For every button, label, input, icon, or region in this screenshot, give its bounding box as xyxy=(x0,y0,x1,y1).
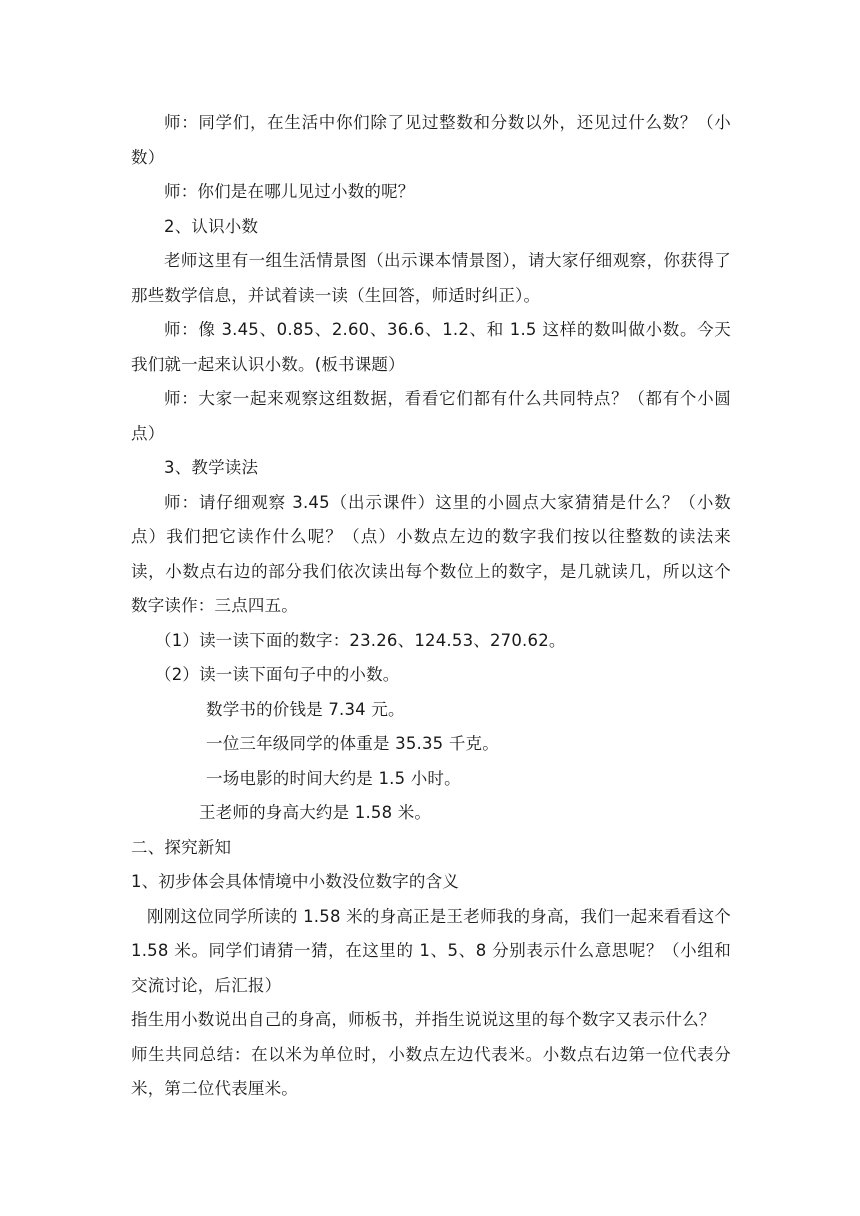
sentence-movie-time: 一场电影的时间大约是 1.5 小时。 xyxy=(206,768,461,788)
exercise-read-numbers: （1）读一读下面的数字：23.26、124.53、270.62。 xyxy=(155,630,566,650)
paragraph-height-digits: 刚刚这位同学所读的 1.58 米的身高正是王老师我的身高，我们一起来看看这个 1.58 米。同学们请猜一猜，在这里的 1、5、8 分别表示什么意思呢？（小组和交流讨论，后汇报） xyxy=(131,906,731,995)
document-body xyxy=(131,106,731,1107)
paragraph-student-height: 指生用小数说出自己的身高，师板书，并指生说说这里的每个数字又表示什么？ xyxy=(131,1010,716,1029)
section-heading-reading-method: 3、教学读法 xyxy=(164,458,259,477)
paragraph-decimal-examples: 师：像 3.45、0.85、2.60、36.6、1.2、和 1.5 这样的数叫做小数。今天我们就一起来认识小数。(板书课题） xyxy=(131,320,731,374)
paragraph-common-feature: 师：大家一起来观察这组数据，看看它们都有什么共同特点？（都有个小圆点） xyxy=(131,389,731,443)
paragraph-teacher-question: 师：同学们，在生活中你们除了见过整数和分数以外，还见过什么数？（小数） xyxy=(131,113,731,167)
subsection-heading-digit-meaning: 1、初步体会具体情境中小数没位数字的含义 xyxy=(131,872,459,891)
sentence-student-weight: 一位三年级同学的体重是 35.35 千克。 xyxy=(206,734,499,753)
paragraph-scene-pictures: 老师这里有一组生活情景图（出示课本情景图），请大家仔细观察，你获得了那些数学信息，并试着读一读（生回答，师适时纠正）。 xyxy=(131,251,731,305)
section-heading-explore: 二、探究新知 xyxy=(131,837,232,857)
exercise-read-sentences: （2）读一读下面句子中的小数。 xyxy=(155,665,400,684)
paragraph-summary: 师生共同总结：在以米为单位时，小数点左边代表米。小数点右边第一位代表分米，第二位代表厘米。 xyxy=(131,1044,731,1098)
paragraph-where-seen: 师：你们是在哪儿见过小数的呢？ xyxy=(164,182,415,201)
sentence-book-price: 数学书的价钱是 7.34 元。 xyxy=(206,699,405,719)
sentence-teacher-height: 王老师的身高大约是 1.58 米。 xyxy=(199,803,432,822)
section-heading-know-decimals: 2、认识小数 xyxy=(164,216,259,236)
paragraph-decimal-point: 师：请仔细观察 3.45（出示课件）这里的小圆点大家猜猜是什么？（小数点）我们把它读作什么呢？（点）小数点左边的数字我们按以往整数的读法来读，小数点右边的部分我们依次读出每个数位上的数字，是几就读几，所以这个数字读作：三点四五。 xyxy=(131,492,731,615)
